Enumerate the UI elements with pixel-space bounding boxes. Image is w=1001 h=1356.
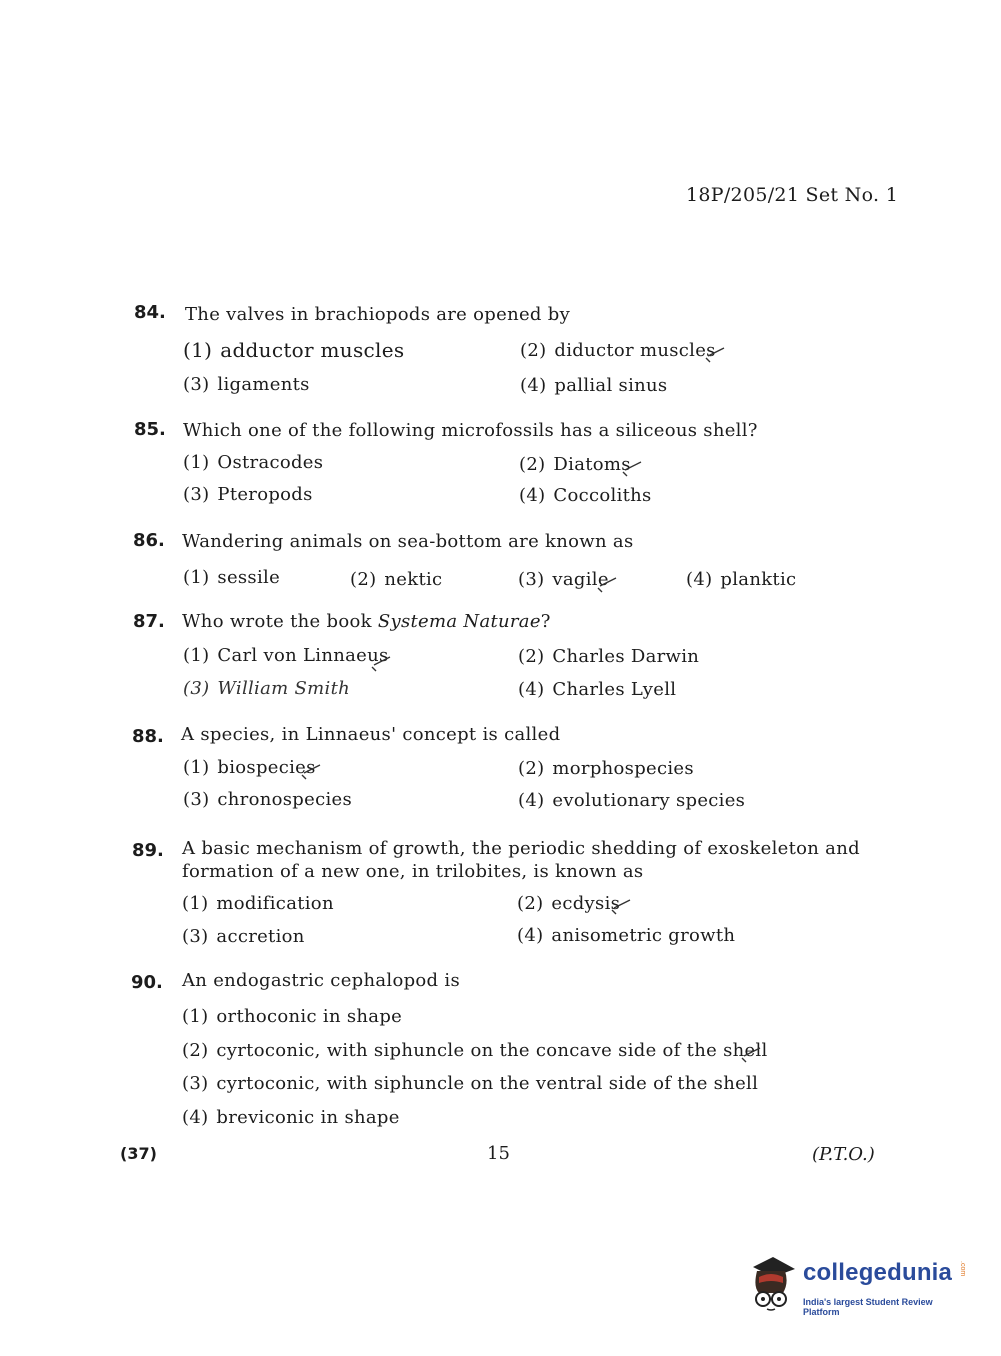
option-2: (2) ecdysis <box>517 893 621 914</box>
option-4: (4) breviconic in shape <box>182 1107 400 1128</box>
checkmark-icon <box>596 576 618 594</box>
option-3: (3) ligaments <box>183 374 310 395</box>
option-1: (1) Ostracodes <box>183 452 324 473</box>
question-text-line1: A basic mechanism of growth, the periodic shedding of exoskeleton and <box>182 838 860 859</box>
question-text: Which one of the following microfossils has a siliceous shell? <box>183 420 758 441</box>
collegedunia-logo[interactable] <box>741 1249 971 1319</box>
set-code: 18P/205/21 Set No. 1 <box>686 184 899 206</box>
question-text: A species, in Linnaeus' concept is called <box>181 724 561 745</box>
option-1: (1) sessile <box>183 567 281 588</box>
logo-tagline: India's largest Student Review Platform <box>803 1297 933 1317</box>
question-text: Wandering animals on sea-bottom are known as <box>182 531 634 552</box>
question-number: 89. <box>132 840 164 861</box>
option-4: (4) Coccoliths <box>519 485 652 506</box>
option-2: (2) cyrtoconic, with siphuncle on the concave side of the shell <box>182 1040 768 1061</box>
option-3: (3) vagile <box>518 569 609 590</box>
checkmark-icon <box>740 1046 762 1064</box>
option-4: (4) evolutionary species <box>518 790 746 811</box>
question-text: Who wrote the book Systema Naturae? <box>182 611 551 632</box>
option-4: (4) anisometric growth <box>517 925 736 946</box>
mascot-icon <box>743 1253 799 1313</box>
question-number: 88. <box>132 726 164 747</box>
question-number: 90. <box>131 972 163 993</box>
checkmark-icon <box>370 655 392 673</box>
option-4: (4) Charles Lyell <box>518 679 677 700</box>
checkmark-icon <box>704 346 726 364</box>
option-3: (3) Pteropods <box>183 484 313 505</box>
question-number: 86. <box>133 530 165 551</box>
option-2: (2) nektic <box>350 569 443 590</box>
question-number: 85. <box>134 419 166 440</box>
question-text-line2: formation of a new one, in trilobites, is known as <box>182 861 644 882</box>
checkmark-icon <box>610 898 632 916</box>
option-4: (4) pallial sinus <box>520 375 668 396</box>
option-1: (1) orthoconic in shape <box>182 1006 403 1027</box>
option-3: (3) accretion <box>182 926 305 947</box>
option-2: (2) morphospecies <box>518 758 694 779</box>
option-2: (2) Diatoms <box>519 454 631 475</box>
question-number: 84. <box>134 302 166 323</box>
option-3: (3) William Smith <box>183 678 351 699</box>
option-2: (2) diductor muscles <box>520 340 716 361</box>
option-1: (1) biospecies <box>183 757 316 778</box>
option-2: (2) Charles Darwin <box>518 646 700 667</box>
option-1: (1) adductor muscles <box>183 338 405 362</box>
question-text: An endogastric cephalopod is <box>182 970 460 991</box>
question-number: 87. <box>133 611 165 632</box>
pto-label: (P.T.O.) <box>812 1144 875 1165</box>
checkmark-icon <box>300 763 322 781</box>
booklet-code: (37) <box>120 1144 157 1163</box>
option-1: (1) Carl von Linnaeus <box>183 645 389 666</box>
checkmark-icon <box>621 460 643 478</box>
logo-suffix: .com <box>959 1261 966 1277</box>
logo-name: collegedunia <box>803 1259 953 1286</box>
option-3: (3) cyrtoconic, with siphuncle on the ventral side of the shell <box>182 1073 759 1094</box>
option-4: (4) planktic <box>686 569 797 590</box>
option-1: (1) modification <box>182 893 334 914</box>
page-number: 15 <box>487 1143 510 1164</box>
option-3: (3) chronospecies <box>183 789 352 810</box>
question-text: The valves in brachiopods are opened by <box>185 304 571 325</box>
